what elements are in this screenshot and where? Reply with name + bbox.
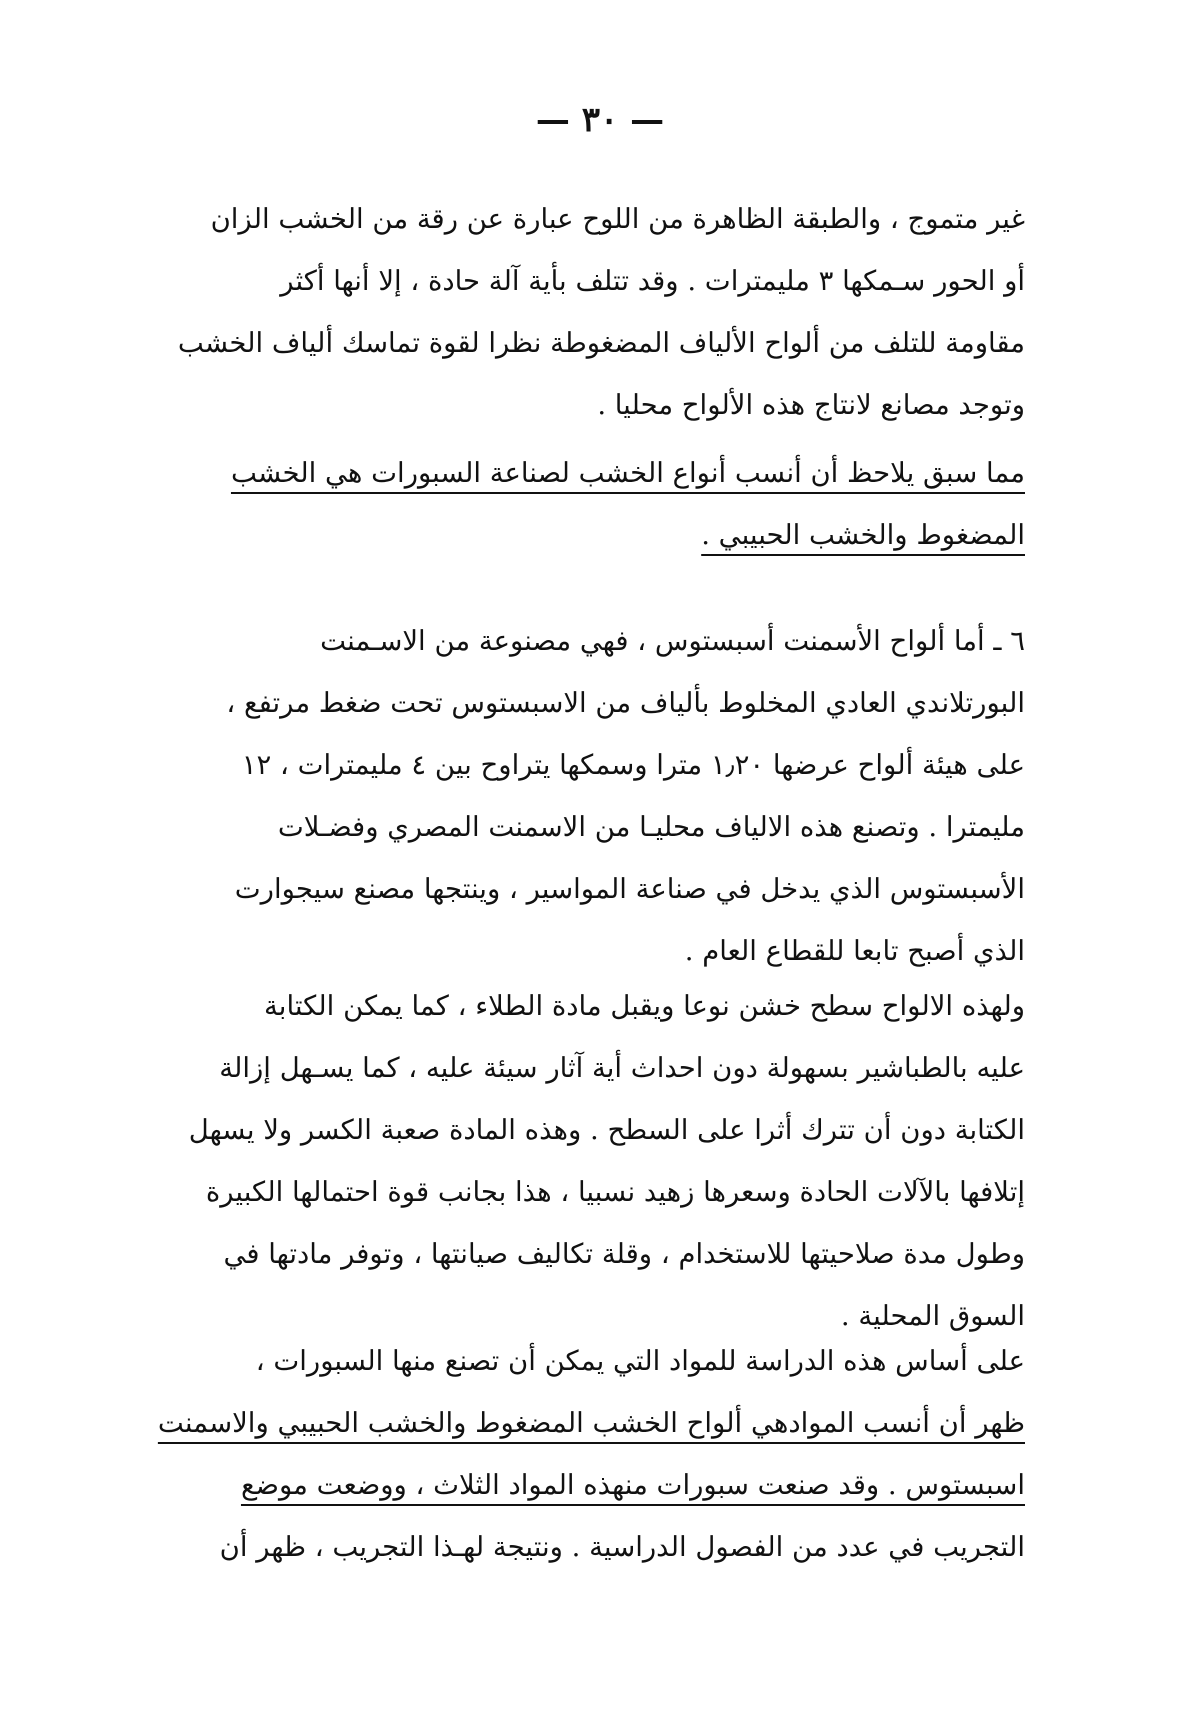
paragraph-3 xyxy=(195,610,1025,982)
text-line: على أساس هذه الدراسة للمواد التي يمكن أن تصنع منها السبورات ، xyxy=(255,1345,1025,1377)
text-line: الذي أصبح تابعا للقطاع العام . xyxy=(684,935,1025,967)
text-line: البورتلاندي العادي المخلوط بألياف من الاسبستوس تحت ضغط مرتفع ، xyxy=(226,687,1025,719)
text-line: التجريب في عدد من الفصول الدراسية . ونتيجة لهـذا التجريب ، ظهر أن xyxy=(219,1531,1025,1563)
text-line: أو الحور سـمكها ٣ مليمترات . وقد تتلف بأية آلة حادة ، إلا أنها أكثر xyxy=(280,265,1025,297)
text-line: وتوجد مصانع لانتاج هذه الألواح محليا . xyxy=(597,389,1025,421)
text-line: السوق المحلية . xyxy=(840,1300,1025,1332)
text-line: وطول مدة صلاحيتها للاستخدام ، وقلة تكاليف صيانتها ، وتوفر مادتها في xyxy=(223,1238,1025,1270)
paragraph-5 xyxy=(157,1330,1025,1578)
underlined-text-line: المضغوط والخشب الحبيبي . xyxy=(701,519,1025,551)
text-line: إتلافها بالآلات الحادة وسعرها زهيد نسبيا ، هذا بجانب قوة احتمالها الكبيرة xyxy=(205,1176,1025,1208)
text-line: ولهذه الالواح سطح خشن نوعا ويقبل مادة الطلاء ، كما يمكن الكتابة xyxy=(264,990,1025,1022)
text-line: مليمترا . وتصنع هذه الالياف محليـا من الاسمنت المصري وفضـلات xyxy=(277,811,1025,843)
text-line: الأسبستوس الذي يدخل في صناعة المواسير ، وينتجها مصنع سيجوارت xyxy=(234,873,1025,905)
paragraph-4 xyxy=(188,975,1025,1347)
text-line: الكتابة دون أن تترك أثرا على السطح . وهذه المادة صعبة الكسر ولا يسهل xyxy=(188,1114,1025,1146)
page-number: — ٣٠ — xyxy=(535,100,665,140)
text-line: مقاومة للتلف من ألواح الألياف المضغوطة نظرا لقوة تماسك ألياف الخشب xyxy=(177,327,1025,359)
text-line: غير متموج ، والطبقة الظاهرة من اللوح عبارة عن رقة من الخشب الزان xyxy=(210,203,1025,235)
text-line: عليه بالطباشير بسهولة دون احداث أية آثار سيئة عليه ، كما يسـهل إزالة xyxy=(219,1052,1025,1084)
underlined-text-line: ظهر أن أنسب الموادهي ألواح الخشب المضغوط والخشب الحبيبي والاسمنت xyxy=(157,1407,1025,1439)
text-line: على هيئة ألواح عرضها ١٫٢٠ مترا وسمكها يتراوح بين ٤ مليمترات ، ١٢ xyxy=(241,749,1025,781)
underlined-text-line: مما سبق يلاحظ أن أنسب أنواع الخشب لصناعة السبورات هي الخشب xyxy=(230,457,1025,489)
paragraph-2-conclusion xyxy=(195,442,1025,566)
paragraph-1 xyxy=(177,188,1025,436)
underlined-text-line: اسبستوس . وقد صنعت سبورات منهذه المواد الثلاث ، ووضعت موضع xyxy=(240,1469,1025,1501)
text-line: ٦ ـ أما ألواح الأسمنت أسبستوس ، فهي مصنوعة من الاسـمنت xyxy=(320,625,1025,657)
